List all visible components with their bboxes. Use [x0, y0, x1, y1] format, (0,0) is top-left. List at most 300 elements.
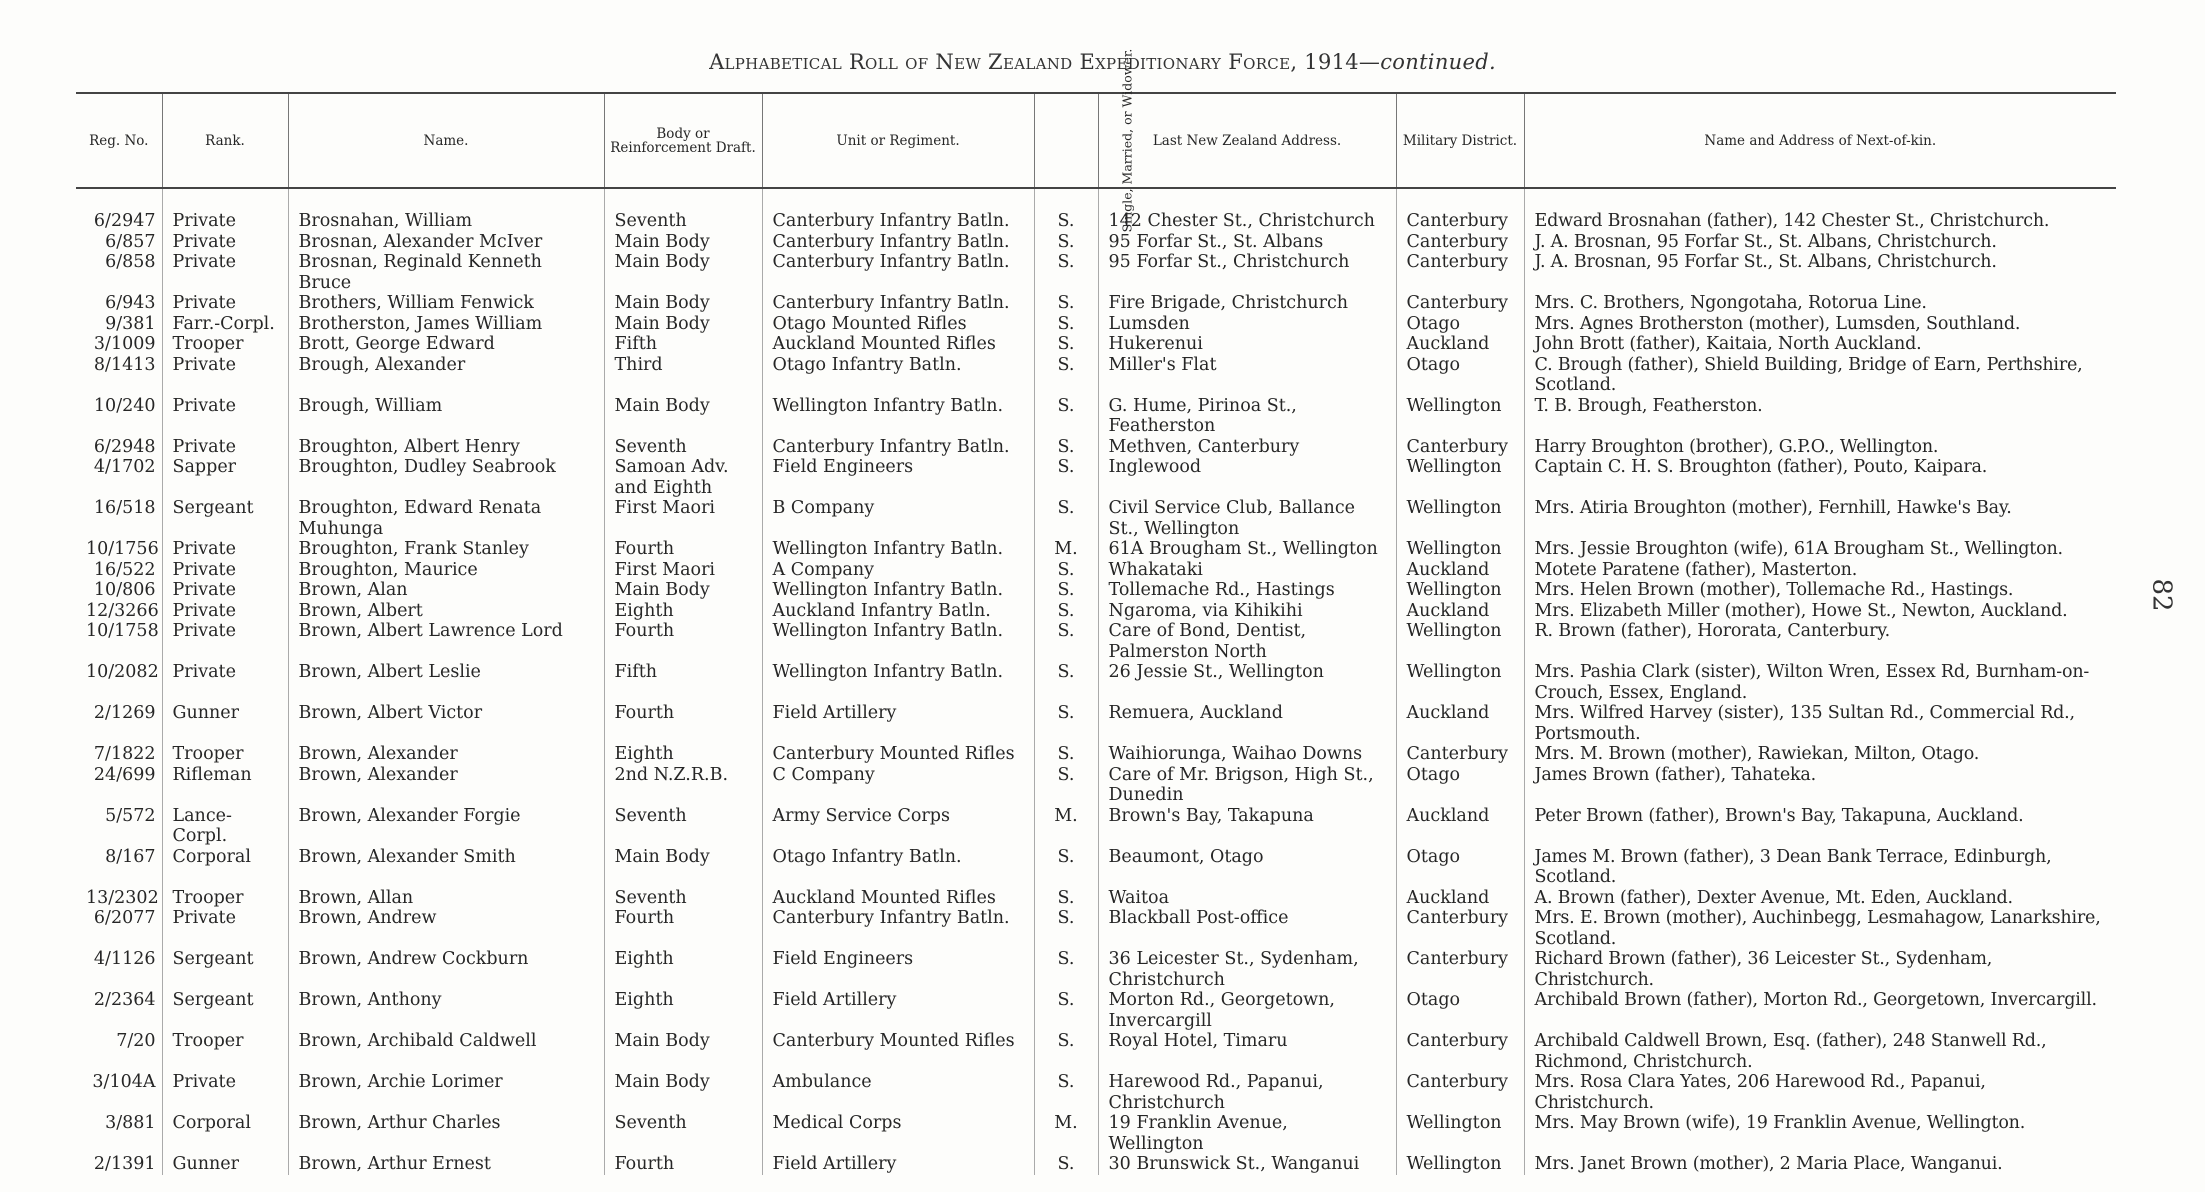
name-cell: Brown, Andrew Cockburn: [288, 949, 604, 990]
address-cell: Methven, Canterbury: [1098, 437, 1396, 458]
district-cell: Canterbury: [1396, 744, 1524, 765]
rank-cell: Sergeant: [162, 949, 288, 990]
reg-no-cell: 9/381: [105, 313, 156, 334]
rank-cell: Private: [162, 355, 288, 396]
unit-cell: Field Artillery: [762, 703, 1034, 744]
address-cell: Beaumont, Otago: [1098, 847, 1396, 888]
rank-cell: Private: [162, 437, 288, 458]
table-row: [76, 457, 2116, 498]
header-district: Military District.: [1396, 93, 1524, 188]
body-cell: Eighth: [604, 949, 762, 990]
district-cell: Canterbury: [1396, 293, 1524, 314]
unit-cell: Canterbury Infantry Batln.: [762, 232, 1034, 253]
table-row: [76, 580, 2116, 601]
address-cell: Brown's Bay, Takapuna: [1098, 806, 1396, 847]
name-cell: Brown, Alexander Smith: [288, 847, 604, 888]
status-cell: S.: [1034, 560, 1098, 581]
district-cell: Auckland: [1396, 888, 1524, 909]
unit-cell: Canterbury Mounted Rifles: [762, 1031, 1034, 1072]
next-of-kin-cell: Mrs. Pashia Clark (sister), Wilton Wren, Essex Rd, Burnham-on-Crouch, Essex, England.: [1524, 662, 2116, 703]
next-of-kin-cell: Mrs. Jessie Broughton (wife), 61A Brougham St., Wellington.: [1524, 539, 2116, 560]
table-row: [76, 293, 2116, 314]
next-of-kin-cell: Mrs. Wilfred Harvey (sister), 135 Sultan Rd., Commercial Rd., Portsmouth.: [1524, 703, 2116, 744]
reg-no-cell: 6/857: [105, 231, 156, 252]
reg-no-cell: 7/20: [116, 1031, 156, 1051]
body-cell: Eighth: [604, 744, 762, 765]
table-row: [76, 744, 2116, 765]
name-cell: Brown, Albert: [288, 601, 604, 622]
name-cell: Brown, Alexander: [288, 765, 604, 806]
status-cell: S.: [1034, 744, 1098, 765]
address-cell: Miller's Flat: [1098, 355, 1396, 396]
rank-cell: Gunner: [162, 703, 288, 744]
unit-cell: Wellington Infantry Batln.: [762, 621, 1034, 662]
name-cell: Brown, Albert Lawrence Lord: [288, 621, 604, 662]
reg-no-cell: 10/2082: [86, 662, 159, 682]
body-cell: Seventh: [604, 437, 762, 458]
name-cell: Broughton, Frank Stanley: [288, 539, 604, 560]
unit-cell: Canterbury Infantry Batln.: [762, 293, 1034, 314]
reg-no-cell: 10/1758: [86, 621, 159, 641]
rank-cell: Trooper: [162, 888, 288, 909]
reg-no-cell: 3/881: [105, 1113, 156, 1133]
address-cell: Blackball Post-office: [1098, 908, 1396, 949]
rank-cell: Private: [162, 621, 288, 662]
rank-cell: Trooper: [162, 334, 288, 355]
table-row: [76, 355, 2116, 396]
unit-cell: Medical Corps: [762, 1113, 1034, 1154]
rank-cell: Trooper: [162, 1031, 288, 1072]
table-row: [76, 1072, 2116, 1113]
district-cell: Auckland: [1396, 334, 1524, 355]
table-row: [76, 990, 2116, 1031]
reg-no-cell: 8/167: [105, 846, 156, 867]
address-cell: Waihiorunga, Waihao Downs: [1098, 744, 1396, 765]
status-cell: S.: [1034, 908, 1098, 949]
next-of-kin-cell: Mrs. C. Brothers, Ngongotaha, Rotorua Line.: [1524, 293, 2116, 314]
body-cell: Main Body: [604, 314, 762, 335]
name-cell: Brown, Allan: [288, 888, 604, 909]
body-cell: Seventh: [604, 806, 762, 847]
table-row: [76, 847, 2116, 888]
name-cell: Brosnan, Reginald Kenneth Bruce: [288, 252, 604, 293]
body-cell: Seventh: [604, 888, 762, 909]
unit-cell: Ambulance: [762, 1072, 1034, 1113]
name-cell: Brown, Alexander Forgie: [288, 806, 604, 847]
status-cell: S.: [1034, 1031, 1098, 1072]
next-of-kin-cell: Motete Paratene (father), Masterton.: [1524, 560, 2116, 581]
table-row: [76, 232, 2116, 253]
next-of-kin-cell: Archibald Brown (father), Morton Rd., Georgetown, Invercargill.: [1524, 990, 2116, 1031]
table-row: [76, 765, 2116, 806]
status-cell: S.: [1034, 662, 1098, 703]
unit-cell: Army Service Corps: [762, 806, 1034, 847]
address-cell: G. Hume, Pirinoa St., Featherston: [1098, 396, 1396, 437]
unit-cell: Auckland Mounted Rifles: [762, 888, 1034, 909]
unit-cell: Field Engineers: [762, 457, 1034, 498]
body-cell: Seventh: [604, 211, 762, 232]
next-of-kin-cell: Mrs. E. Brown (mother), Auchinbegg, Lesmahagow, Lanarkshire, Scotland.: [1524, 908, 2116, 949]
name-cell: Brown, Andrew: [288, 908, 604, 949]
unit-cell: Wellington Infantry Batln.: [762, 580, 1034, 601]
name-cell: Brown, Anthony: [288, 990, 604, 1031]
table-row: [76, 888, 2116, 909]
table-row: [76, 949, 2116, 990]
reg-no-cell: 16/518: [93, 498, 156, 518]
district-cell: Otago: [1396, 355, 1524, 396]
district-cell: Canterbury: [1396, 1031, 1524, 1072]
rank-cell: Private: [162, 539, 288, 560]
table-row: [76, 437, 2116, 458]
reg-no-cell: 4/1702: [93, 457, 156, 477]
body-cell: Main Body: [604, 1031, 762, 1072]
body-cell: Eighth: [604, 601, 762, 622]
status-cell: S.: [1034, 847, 1098, 888]
name-cell: Brotherston, James William: [288, 314, 604, 335]
next-of-kin-cell: Mrs. Atiria Broughton (mother), Fernhill, Hawke's Bay.: [1524, 498, 2116, 539]
name-cell: Brosnan, Alexander McIver: [288, 232, 604, 253]
rank-cell: Trooper: [162, 744, 288, 765]
unit-cell: Canterbury Infantry Batln.: [762, 437, 1034, 458]
table-row: [76, 252, 2116, 293]
table-row: [76, 498, 2116, 539]
table-row: [76, 560, 2116, 581]
rank-cell: Private: [162, 908, 288, 949]
address-cell: Hukerenui: [1098, 334, 1396, 355]
name-cell: Brough, William: [288, 396, 604, 437]
reg-no-cell: 2/1391: [93, 1154, 156, 1174]
rank-cell: Lance-Corpl.: [162, 806, 288, 847]
next-of-kin-cell: Mrs. Elizabeth Miller (mother), Howe St., Newton, Auckland.: [1524, 601, 2116, 622]
body-cell: First Maori: [604, 560, 762, 581]
district-cell: Wellington: [1396, 1154, 1524, 1175]
unit-cell: Canterbury Infantry Batln.: [762, 211, 1034, 232]
district-cell: Canterbury: [1396, 211, 1524, 232]
status-cell: S.: [1034, 396, 1098, 437]
address-cell: Fire Brigade, Christchurch: [1098, 293, 1396, 314]
address-cell: Morton Rd., Georgetown, Invercargill: [1098, 990, 1396, 1031]
header-status-label: Single, Married, or Widower.: [1118, 48, 1134, 232]
body-cell: Main Body: [604, 232, 762, 253]
rank-cell: Corporal: [162, 847, 288, 888]
header-rank: Rank.: [162, 93, 288, 188]
district-cell: Auckland: [1396, 560, 1524, 581]
status-cell: S.: [1034, 211, 1098, 232]
header-address: Last New Zealand Address.: [1098, 93, 1396, 188]
district-cell: Canterbury: [1396, 437, 1524, 458]
reg-no-cell: 3/1009: [93, 334, 156, 354]
table-body: [76, 188, 2116, 1175]
header-unit: Unit or Regiment.: [762, 93, 1034, 188]
status-cell: S.: [1034, 765, 1098, 806]
status-cell: S.: [1034, 990, 1098, 1031]
address-cell: Royal Hotel, Timaru: [1098, 1031, 1396, 1072]
unit-cell: Field Artillery: [762, 1154, 1034, 1175]
address-cell: 26 Jessie St., Wellington: [1098, 662, 1396, 703]
status-cell: S.: [1034, 949, 1098, 990]
status-cell: M.: [1034, 539, 1098, 560]
body-cell: Main Body: [604, 293, 762, 314]
reg-no-cell: 10/1756: [86, 539, 159, 559]
reg-no-cell: 24/699: [93, 764, 156, 785]
district-cell: Otago: [1396, 314, 1524, 335]
address-cell: Lumsden: [1098, 314, 1396, 335]
rank-cell: Private: [162, 560, 288, 581]
address-cell: Inglewood: [1098, 457, 1396, 498]
next-of-kin-cell: John Brott (father), Kaitaia, North Auckland.: [1524, 334, 2116, 355]
body-cell: Seventh: [604, 1113, 762, 1154]
name-cell: Brown, Archibald Caldwell: [288, 1031, 604, 1072]
next-of-kin-cell: R. Brown (father), Hororata, Canterbury.: [1524, 621, 2116, 662]
body-cell: Fifth: [604, 334, 762, 355]
address-cell: 36 Leicester St., Sydenham, Christchurch: [1098, 949, 1396, 990]
body-cell: Main Body: [604, 580, 762, 601]
address-cell: Remuera, Auckland: [1098, 703, 1396, 744]
rank-cell: Gunner: [162, 1154, 288, 1175]
name-cell: Brown, Arthur Charles: [288, 1113, 604, 1154]
name-cell: Brothers, William Fenwick: [288, 293, 604, 314]
name-cell: Brown, Albert Victor: [288, 703, 604, 744]
status-cell: S.: [1034, 601, 1098, 622]
status-cell: M.: [1034, 1113, 1098, 1154]
body-cell: Fourth: [604, 621, 762, 662]
reg-no-cell: 6/858: [105, 252, 156, 272]
body-cell: First Maori: [604, 498, 762, 539]
header-reg-no: Reg. No.: [76, 93, 162, 188]
unit-cell: Wellington Infantry Batln.: [762, 539, 1034, 560]
district-cell: Wellington: [1396, 580, 1524, 601]
address-cell: 30 Brunswick St., Wanganui: [1098, 1154, 1396, 1175]
unit-cell: Wellington Infantry Batln.: [762, 662, 1034, 703]
address-cell: 95 Forfar St., Christchurch: [1098, 252, 1396, 293]
unit-cell: Otago Infantry Batln.: [762, 355, 1034, 396]
status-cell: S.: [1034, 334, 1098, 355]
table-row: [76, 662, 2116, 703]
reg-no-cell: 6/943: [105, 293, 156, 313]
address-cell: Harewood Rd., Papanui, Christchurch: [1098, 1072, 1396, 1113]
address-cell: Civil Service Club, Ballance St., Wellington: [1098, 498, 1396, 539]
status-cell: S.: [1034, 457, 1098, 498]
body-cell: 2nd N.Z.R.B.: [604, 765, 762, 806]
next-of-kin-cell: James Brown (father), Tahateka.: [1524, 765, 2116, 806]
next-of-kin-cell: Harry Broughton (brother), G.P.O., Wellington.: [1524, 437, 2116, 458]
next-of-kin-cell: Mrs. Agnes Brotherston (mother), Lumsden, Southland.: [1524, 314, 2116, 335]
next-of-kin-cell: Mrs. Janet Brown (mother), 2 Maria Place, Wanganui.: [1524, 1154, 2116, 1175]
rank-cell: Private: [162, 601, 288, 622]
reg-no-cell: 6/2947: [93, 211, 156, 231]
next-of-kin-cell: Mrs. May Brown (wife), 19 Franklin Avenue, Wellington.: [1524, 1113, 2116, 1154]
district-cell: Wellington: [1396, 457, 1524, 498]
rank-cell: Private: [162, 396, 288, 437]
header-next-of-kin: Name and Address of Next-of-kin.: [1524, 93, 2116, 188]
name-cell: Broughton, Dudley Seabrook: [288, 457, 604, 498]
rank-cell: Private: [162, 1072, 288, 1113]
address-cell: Care of Bond, Dentist, Palmerston North: [1098, 621, 1396, 662]
name-cell: Brown, Alan: [288, 580, 604, 601]
reg-no-cell: 3/104A: [92, 1072, 156, 1092]
name-cell: Brown, Archie Lorimer: [288, 1072, 604, 1113]
page-title: [0, 50, 2205, 74]
page-title-main: Alphabetical Roll of New Zealand Expeditionary Force, 1914—: [709, 50, 1381, 74]
body-cell: Main Body: [604, 1072, 762, 1113]
name-cell: Brown, Arthur Ernest: [288, 1154, 604, 1175]
name-cell: Brott, George Edward: [288, 334, 604, 355]
page-number: 82: [2146, 578, 2177, 612]
table-row: [76, 1154, 2116, 1175]
unit-cell: A Company: [762, 560, 1034, 581]
status-cell: S.: [1034, 888, 1098, 909]
table-row: [76, 806, 2116, 847]
next-of-kin-cell: C. Brough (father), Shield Building, Bridge of Earn, Perthshire, Scotland.: [1524, 355, 2116, 396]
name-cell: Broughton, Albert Henry: [288, 437, 604, 458]
unit-cell: Otago Mounted Rifles: [762, 314, 1034, 335]
unit-cell: Canterbury Infantry Batln.: [762, 252, 1034, 293]
address-cell: 19 Franklin Avenue, Wellington: [1098, 1113, 1396, 1154]
rank-cell: Private: [162, 293, 288, 314]
district-cell: Canterbury: [1396, 232, 1524, 253]
district-cell: Canterbury: [1396, 908, 1524, 949]
status-cell: S.: [1034, 1154, 1098, 1175]
table-row: [76, 703, 2116, 744]
address-cell: Care of Mr. Brigson, High St., Dunedin: [1098, 765, 1396, 806]
rank-cell: Private: [162, 662, 288, 703]
name-cell: Broughton, Edward Renata Muhunga: [288, 498, 604, 539]
status-cell: S.: [1034, 314, 1098, 335]
status-cell: S.: [1034, 621, 1098, 662]
table-row: [76, 314, 2116, 335]
district-cell: Canterbury: [1396, 252, 1524, 293]
unit-cell: C Company: [762, 765, 1034, 806]
address-cell: Waitoa: [1098, 888, 1396, 909]
address-cell: Tollemache Rd., Hastings: [1098, 580, 1396, 601]
unit-cell: Canterbury Infantry Batln.: [762, 908, 1034, 949]
unit-cell: Otago Infantry Batln.: [762, 847, 1034, 888]
address-cell: Ngaroma, via Kihikihi: [1098, 601, 1396, 622]
body-cell: Main Body: [604, 396, 762, 437]
reg-no-cell: 2/1269: [93, 703, 156, 723]
status-cell: M.: [1034, 806, 1098, 847]
address-cell: Whakataki: [1098, 560, 1396, 581]
status-cell: S.: [1034, 232, 1098, 253]
status-cell: S.: [1034, 1072, 1098, 1113]
district-cell: Otago: [1396, 847, 1524, 888]
next-of-kin-cell: Peter Brown (father), Brown's Bay, Takapuna, Auckland.: [1524, 806, 2116, 847]
header-body: Body or Reinforcement Draft.: [604, 93, 762, 188]
district-cell: Auckland: [1396, 601, 1524, 622]
body-cell: Fourth: [604, 908, 762, 949]
status-cell: S.: [1034, 580, 1098, 601]
header-status: [1034, 48, 1134, 232]
reg-no-cell: 6/2077: [93, 908, 156, 928]
next-of-kin-cell: A. Brown (father), Dexter Avenue, Mt. Eden, Auckland.: [1524, 888, 2116, 909]
unit-cell: Auckland Infantry Batln.: [762, 601, 1034, 622]
table-row: [76, 621, 2116, 662]
next-of-kin-cell: Captain C. H. S. Broughton (father), Pouto, Kaipara.: [1524, 457, 2116, 498]
next-of-kin-cell: J. A. Brosnan, 95 Forfar St., St. Albans, Christchurch.: [1524, 252, 2116, 293]
address-cell: 142 Chester St., Christchurch: [1098, 211, 1396, 232]
reg-no-cell: 10/240: [93, 395, 156, 416]
table-row: [76, 601, 2116, 622]
rank-cell: Sapper: [162, 457, 288, 498]
reg-no-cell: 5/572: [105, 805, 156, 826]
body-cell: Fourth: [604, 703, 762, 744]
next-of-kin-cell: Edward Brosnahan (father), 142 Chester St., Christchurch.: [1524, 211, 2116, 232]
reg-no-cell: 7/1822: [93, 744, 156, 764]
rank-cell: Sergeant: [162, 498, 288, 539]
table-row: [76, 396, 2116, 437]
name-cell: Broughton, Maurice: [288, 560, 604, 581]
reg-no-cell: 10/806: [93, 580, 156, 600]
reg-no-cell: 13/2302: [86, 887, 159, 908]
reg-no-cell: 8/1413: [93, 354, 156, 375]
rank-cell: Private: [162, 232, 288, 253]
reg-no-cell: 12/3266: [86, 600, 159, 621]
reg-no-cell: 4/1126: [93, 949, 156, 969]
body-cell: Eighth: [604, 990, 762, 1031]
district-cell: Wellington: [1396, 621, 1524, 662]
body-cell: Main Body: [604, 847, 762, 888]
table-row: [76, 1113, 2116, 1154]
next-of-kin-cell: Mrs. Helen Brown (mother), Tollemache Rd., Hastings.: [1524, 580, 2116, 601]
status-cell: S.: [1034, 437, 1098, 458]
district-cell: Auckland: [1396, 703, 1524, 744]
name-cell: Brown, Alexander: [288, 744, 604, 765]
unit-cell: B Company: [762, 498, 1034, 539]
district-cell: Wellington: [1396, 396, 1524, 437]
body-cell: Samoan Adv. and Eighth: [604, 457, 762, 498]
header-name: Name.: [288, 93, 604, 188]
next-of-kin-cell: T. B. Brough, Featherston.: [1524, 396, 2116, 437]
status-cell: S.: [1034, 498, 1098, 539]
district-cell: Wellington: [1396, 662, 1524, 703]
district-cell: Otago: [1396, 990, 1524, 1031]
district-cell: Auckland: [1396, 806, 1524, 847]
rank-cell: Private: [162, 252, 288, 293]
status-cell: S.: [1034, 293, 1098, 314]
body-cell: Third: [604, 355, 762, 396]
address-cell: 95 Forfar St., St. Albans: [1098, 232, 1396, 253]
name-cell: Brosnahan, William: [288, 211, 604, 232]
body-cell: Fourth: [604, 1154, 762, 1175]
rank-cell: Private: [162, 211, 288, 232]
district-cell: Wellington: [1396, 498, 1524, 539]
rank-cell: Corporal: [162, 1113, 288, 1154]
reg-no-cell: 2/2364: [93, 990, 156, 1010]
next-of-kin-cell: Mrs. Rosa Clara Yates, 206 Harewood Rd., Papanui, Christchurch.: [1524, 1072, 2116, 1113]
unit-cell: Field Artillery: [762, 990, 1034, 1031]
body-cell: Main Body: [604, 252, 762, 293]
table-row: [76, 334, 2116, 355]
district-cell: Canterbury: [1396, 949, 1524, 990]
rank-cell: Sergeant: [162, 990, 288, 1031]
reg-no-cell: 6/2948: [93, 436, 156, 457]
rank-cell: Rifleman: [162, 765, 288, 806]
name-cell: Brown, Albert Leslie: [288, 662, 604, 703]
next-of-kin-cell: James M. Brown (father), 3 Dean Bank Terrace, Edinburgh, Scotland.: [1524, 847, 2116, 888]
unit-cell: Wellington Infantry Batln.: [762, 396, 1034, 437]
table-row: [76, 1031, 2116, 1072]
unit-cell: Canterbury Mounted Rifles: [762, 744, 1034, 765]
district-cell: Canterbury: [1396, 1072, 1524, 1113]
body-cell: Fourth: [604, 539, 762, 560]
rank-cell: Private: [162, 580, 288, 601]
body-cell: Fifth: [604, 662, 762, 703]
address-cell: 61A Brougham St., Wellington: [1098, 539, 1396, 560]
status-cell: S.: [1034, 355, 1098, 396]
district-cell: Otago: [1396, 765, 1524, 806]
table-row: [76, 211, 2116, 232]
page-title-continued: continued.: [1380, 50, 1496, 74]
